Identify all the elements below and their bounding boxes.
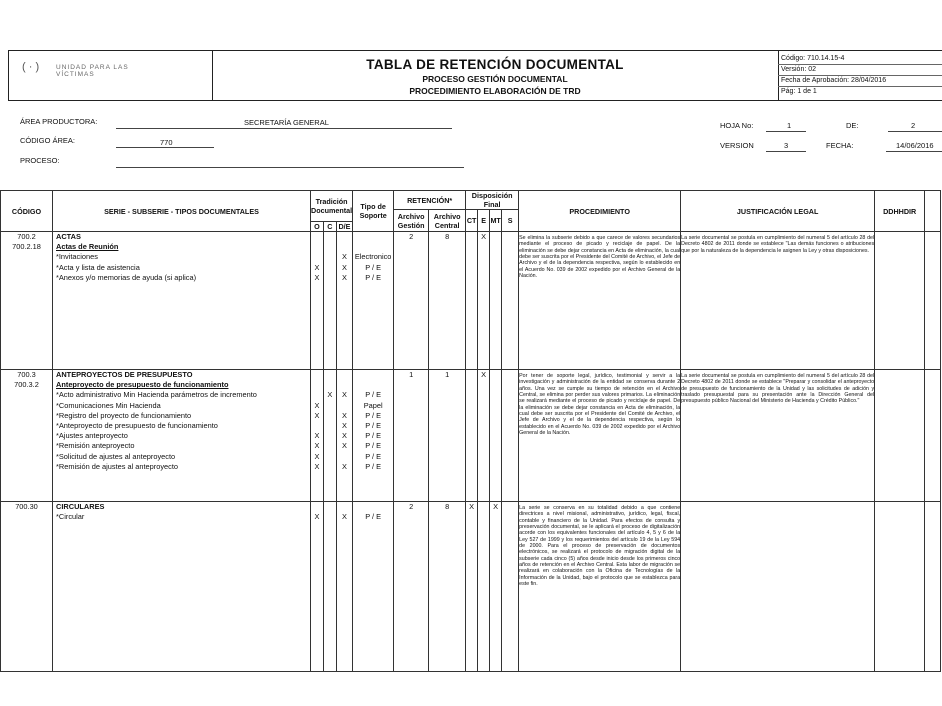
trad-d-line: X [341,461,347,471]
area-label: ÁREA PRODUCTORA: [20,117,98,126]
trad-c-line [324,441,336,451]
trad-d-line: X [341,441,347,451]
retention-s-value [502,232,518,242]
trad-d-line: X [341,252,347,262]
document-type: *Solicitud de ajustes al anteproyecto [56,451,176,461]
process-title: PROCESO GESTIÓN DOCUMENTAL [422,74,568,84]
col-codigo: CÓDIGO [1,191,53,232]
row-serie [53,502,311,672]
trad-c [323,370,336,502]
trad-o-line [311,252,323,262]
retention-ct-value [466,232,477,242]
col-d: D/E [336,222,352,232]
trad-c-line [324,411,336,421]
trad-d [336,370,352,502]
procedure-title: PROCEDIMIENTO ELABORACIÓN DE TRD [409,86,581,96]
trad-o [311,370,324,502]
trad-d-line: X [341,410,347,420]
code-value: 700.3 [17,370,36,379]
col-e: E [478,210,490,232]
trad-c-line [324,452,336,462]
version-value: 3 [784,141,789,150]
serie-name: ANTEPROYECTOS DE PRESUPUESTO [56,370,193,379]
row-serie [53,232,311,370]
of-label: DE: [846,121,859,130]
retention-table [0,190,941,672]
col-disposicion: Disposición Final [466,191,519,210]
process-label: PROCESO: [20,156,60,165]
trad-o [311,502,324,672]
soporte-line: P / E [365,262,382,272]
soporte-line: P / E [365,410,382,420]
trad-o-line: X [314,262,320,272]
table-row [1,502,941,672]
justificacion-text [681,502,875,672]
soporte-line: P / E [365,461,382,471]
trad-o-line: X [314,400,320,410]
soporte-line: P / E [365,420,382,430]
document-title: TABLA DE RETENCIÓN DOCUMENTAL [366,57,624,72]
sheet-value: 1 [787,121,792,130]
subserie-name: Actas de Reunión [56,242,119,252]
trad-d [336,502,352,672]
retention-central [429,232,466,370]
retention-central-value: 8 [445,232,450,241]
of-value: 2 [911,121,916,130]
trad-d-line: X [341,272,347,282]
subserie-name: Anteproyecto de presupuesto de funcionamiento [56,380,229,390]
soporte-line: P / E [365,441,382,451]
retention-mt-value: X [493,502,499,511]
trad-o-line: X [314,272,320,282]
retention-ct [466,370,478,502]
trad-c-line [324,252,336,262]
table-row [1,232,941,370]
logo [18,60,158,78]
retention-s-value [502,502,518,512]
trad-c-line [324,462,336,472]
col-o: O [311,222,324,232]
retention-gestion-value: 1 [409,370,414,379]
serie-name: ACTAS [56,232,81,241]
retention-s [502,232,519,370]
procedimiento-text: Se elimina la subserie debido a que carece de valores secundarios mediante el proceso de picado y reciclaje de papel. De la eliminación se debe dejar constancia en Acta de eliminación, la cual debe ser suscrita por el Presidente del Comité de Archivo, el Jefe de Archivo y el de la dependencia respectiva, según lo establecido en el Acuerdo No. 039 de 2002 expedido por el Archivo General de la Nación. [519,232,681,370]
trad-c-line [324,421,336,431]
retention-gestion [394,502,429,672]
col-serie: SERIE - SUBSERIE - TIPOS DOCUMENTALES [53,191,311,232]
col-justificacion: JUSTIFICACIÓN LEGAL [681,191,875,232]
trad-c [323,502,336,672]
trad-d-line: X [341,390,347,400]
retention-ct-value: X [469,502,475,511]
area-value: SECRETARÍA GENERAL [244,118,329,127]
document-type: *Acta y lista de asistencia [56,262,140,272]
col-mt: MT [490,210,502,232]
retention-e-value: X [481,232,487,241]
soporte-line: P / E [365,451,382,461]
row-code [1,370,53,502]
trad-o-line: X [314,410,320,420]
code-label: CÓDIGO ÁREA: [20,136,76,145]
code-value: 700.2 [17,232,36,241]
document-type: *Circular [56,512,85,522]
row-code [1,232,53,370]
document-type: *Registro del proyecto de funcionamiento [56,410,192,420]
retention-gestion [394,232,429,370]
document-type: *Anteproyecto de presupuesto de funcionamiento [56,420,218,430]
trad-d-line: X [341,262,347,272]
soporte [353,370,394,502]
document-type: *Invitaciones [56,252,98,262]
procedimiento-text: La serie se conserva en su totalidad debido a que contiene directrices a nivel misional, administrativo, jurídico, legal, fiscal, contable y financiero de la Unidad. Para efectos de consulta y preservación documental, se le aplicará el proceso de digitalización acorde con los equivalentes funcionales del artículo 4, 5 y 6 de la Ley 527 de 1999 y los requerimientos del artículo 19 de la Ley 594 de 2000. Para el proceso de preservación de documentos electrónicos, se realizará el protocolo de migración digital de la subserie cada cinco (5) años desde inicio desde los primeros cinco años de retención en el Archivo Central. Esta labor de migración se realizará en colaboración con la Oficina de Tecnologías de la Información de la Unidad, bajo el protocolo que se establezca para este fin. [519,502,681,672]
logo-text: UNIDAD PARA LAS VÍCTIMAS [56,64,129,78]
code-value: 700.30 [15,502,38,511]
table-row [1,370,941,502]
trad-d-line: X [341,512,347,522]
trad-o-line: X [314,461,320,471]
trad-d-line [337,452,352,462]
retention-ct-value [466,370,477,380]
date-label: FECHA: [826,141,854,150]
trad-o-line [311,421,323,431]
retention-e [478,370,490,502]
ddmmdd-cell [875,370,925,502]
meta-version: Versión: 02 [781,66,817,73]
soporte-line: P / E [365,390,382,400]
soporte-line: P / E [365,512,382,522]
document-type: *Comunicaciones Min Hacienda [56,400,161,410]
retention-e-value [478,502,489,512]
document-type: *Remisión de ajustes al anteproyecto [56,461,179,471]
trad-c-line [324,273,336,283]
col-ddmmdd: DDHHDIR [875,191,925,232]
retention-mt [490,232,502,370]
retention-mt [490,502,502,672]
retention-central-value: 1 [445,370,450,379]
retention-central-value: 8 [445,502,450,511]
code-value: 700.2.18 [12,242,41,252]
extra-cell [925,502,941,672]
retention-mt [490,370,502,502]
retention-gestion-value: 2 [409,232,414,241]
col-soporte: Tipo de Soporte [353,191,394,232]
trad-o [311,232,324,370]
trad-c-line [324,512,336,522]
trad-o-line: X [314,451,320,461]
retention-s [502,370,519,502]
justificacion-text: La serie documental se postula en cumplimiento del numeral 5 del artículo 28 del Decreto 4802 de 2011 donde se establece "Las demás funciones o atribuciones que por la naturaleza de la dependencia le asignen la Ley y otras disposiciones. [681,232,875,370]
meta-approval: Fecha de Aprobación: 28/04/2016 [781,77,887,84]
trad-d-line: X [341,431,347,441]
retention-ct [466,232,478,370]
trad-d-line [337,401,352,411]
retention-s [502,502,519,672]
retention-gestion-value: 2 [409,502,414,511]
retention-e [478,502,490,672]
col-archivo-central: Archivo Central [429,210,466,232]
trad-d [336,232,352,370]
retention-gestion [394,370,429,502]
soporte [353,232,394,370]
justificacion-text: La serie documental se postula en cumplimiento del numeral 5 del artículo 28 del Decreto 4802 de 2011 donde se establece "Preparar y consolidar el anteproyecto de presupuesto de funcionamiento de la Unidad y las solicitudes de adición y traslado presupuestal para su presentación ante la Dirección General del presupuesto público Nacional del Ministerio de Hacienda y Crédito Público." [681,370,875,502]
col-c: C [323,222,336,232]
document-type: *Acto administrativo Min Hacienda parámetros de incremento [56,390,257,400]
retention-s-value [502,370,518,380]
document-type: *Ajustes anteproyecto [56,431,128,441]
code-value: 770 [160,138,173,147]
trad-c-line [324,431,336,441]
col-archivo-gestion: Archivo Gestión [394,210,429,232]
trad-o-line: X [314,441,320,451]
retention-mt-value [490,370,501,380]
soporte-line: Electronico [354,252,392,262]
soporte-line: Papel [363,400,383,410]
col-procedimiento: PROCEDIMIENTO [519,191,681,232]
trad-c-line: X [327,390,333,400]
retention-central [429,370,466,502]
meta-page: Pág: 1 de 1 [781,88,817,95]
col-ct: CT [466,210,478,232]
extra-cell [925,370,941,502]
trad-c-line [324,263,336,273]
soporte-line: P / E [365,272,382,282]
soporte-line: P / E [365,431,382,441]
ddmmdd-cell [875,502,925,672]
retention-mt-value [490,232,501,242]
col-retencion: RETENCIÓN* [394,191,466,210]
version-label: VERSION [720,141,754,150]
trad-o-line [311,390,323,400]
document-type: *Anexos y/o memorias de ayuda (si aplica) [56,272,197,282]
trad-o-line: X [314,431,320,441]
retention-e [478,232,490,370]
row-code [1,502,53,672]
soporte [353,502,394,672]
col-tradicion: Tradición Documental [311,191,353,222]
trad-o-line: X [314,512,320,522]
document-type: *Remisión anteproyecto [56,441,135,451]
extra-cell [925,232,941,370]
date-value: 14/06/2016 [896,141,934,150]
procedimiento-text: Por tener de soporte legal, jurídico, testimonial y servir a la investigación y administración de la entidad se conserva durante 2 años. Una vez se cumple su tiempo de retención en el Archivo Central, se elimina por perder sus valores primarios. La eliminación se realizará mediante el proceso de picado y reciclaje de papel. De la eliminación se debe dejar constancia en Acta de eliminación, la cual debe ser suscrita por el Presidente del Comité de Archivo, el Jefe de Archivo y el de la dependencia respectiva, según lo establecido en el Acuerdo No. 039 de 2002 expedido por el Archivo General de la Nación. [519,370,681,502]
retention-central [429,502,466,672]
trad-c-line [324,401,336,411]
trad-d-line: X [341,420,347,430]
row-serie [53,370,311,502]
logo-icon: ( · ) [22,61,40,73]
trad-c [323,232,336,370]
code-value: 700.3.2 [14,380,39,390]
col-s: S [502,210,519,232]
ddmmdd-cell [875,232,925,370]
serie-name: CIRCULARES [56,502,105,511]
sheet-label: HOJA No: [720,121,754,130]
retention-ct [466,502,478,672]
retention-e-value: X [481,370,487,379]
meta-code: Código: 710.14.15-4 [781,55,845,62]
